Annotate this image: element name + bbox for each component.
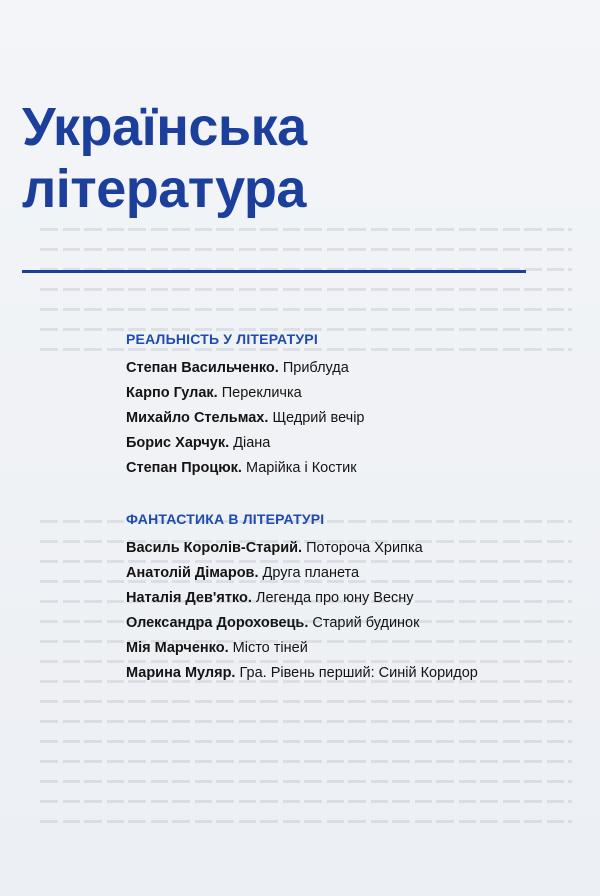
toc-entry	[126, 536, 478, 561]
entry-work: Місто тіней	[232, 640, 308, 656]
toc-entry	[126, 406, 365, 431]
entry-author: Михайло Стельмах.	[126, 410, 269, 426]
entry-author: Карпо Гулак.	[126, 385, 218, 401]
entry-author: Степан Васильченко.	[126, 360, 279, 376]
toc-entry	[126, 561, 478, 586]
entry-work: Гра. Рівень перший: Синій Коридор	[239, 665, 478, 681]
toc-entry	[126, 661, 478, 686]
entry-work: Легенда про юну Весну	[255, 590, 414, 606]
entry-author: Марина Муляр.	[126, 665, 236, 681]
entry-work: Приблуда	[282, 360, 349, 376]
entry-author: Мія Марченко.	[126, 640, 229, 656]
entry-author: Василь Королів-Старий.	[126, 540, 303, 556]
title-line-2: література	[22, 159, 306, 219]
section-reality	[126, 330, 365, 481]
entry-work: Діана	[233, 435, 271, 451]
toc-entry	[126, 611, 478, 636]
page-title	[22, 96, 307, 220]
toc-entry	[126, 381, 365, 406]
section-fantasy	[126, 510, 478, 686]
section-heading: ФАНТАСТИКА В ЛІТЕРАТУРІ	[126, 511, 325, 527]
entry-work: Марійка і Костик	[246, 460, 357, 476]
entry-work: Старий будинок	[312, 615, 420, 631]
entry-work: Щедрий вечір	[272, 410, 365, 426]
toc-entry	[126, 431, 365, 456]
toc-entry	[126, 356, 365, 381]
entry-work: Перекличка	[221, 385, 302, 401]
toc-entry	[126, 456, 365, 481]
toc-entry	[126, 636, 478, 661]
toc-entry	[126, 586, 478, 611]
entry-author: Анатолій Дімаров.	[126, 565, 259, 581]
entry-author: Наталія Дев'ятко.	[126, 590, 252, 606]
section-heading: РЕАЛЬНІСТЬ У ЛІТЕРАТУРІ	[126, 331, 318, 347]
entry-work: Потороча Хрипка	[306, 540, 423, 556]
entry-work: Друга планета	[262, 565, 360, 581]
title-divider	[22, 270, 526, 273]
entry-author: Борис Харчук.	[126, 435, 230, 451]
show-through-heading	[50, 30, 60, 68]
entry-author: Степан Процюк.	[126, 460, 242, 476]
entry-author: Олександра Дороховець.	[126, 615, 309, 631]
title-line-1: Українська	[22, 97, 307, 157]
